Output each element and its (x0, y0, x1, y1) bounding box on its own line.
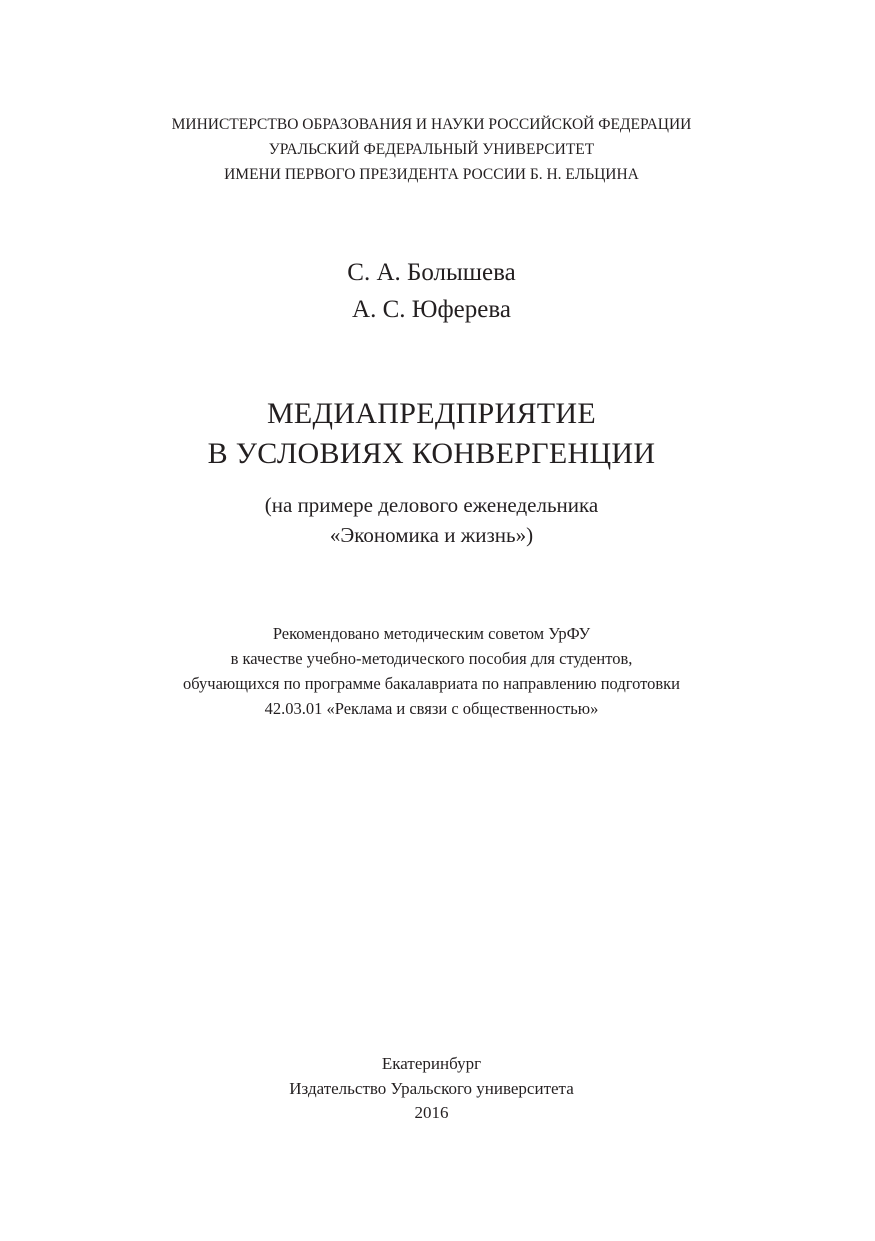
book-title (0, 394, 863, 474)
subtitle-line-2: «Экономика и жизнь») (329, 523, 534, 547)
university-name: УРАЛЬСКИЙ ФЕДЕРАЛЬНЫЙ УНИВЕРСИТЕТ (268, 141, 595, 158)
title-line-2: В УСЛОВИЯХ КОНВЕРГЕНЦИИ (207, 437, 656, 470)
organization-header (0, 112, 863, 187)
publication-imprint (0, 1052, 863, 1126)
imprint-year: 2016 (414, 1103, 449, 1122)
subtitle-line-1: (на примере делового еженедельника (264, 493, 599, 517)
title-line-1: МЕДИАПРЕДПРИЯТИЕ (266, 397, 597, 430)
author-second: А. С. Юферева (352, 296, 511, 323)
recommendation-line-4: 42.03.01 «Реклама и связи с общественностью» (264, 699, 599, 718)
university-dedication: ИМЕНИ ПЕРВОГО ПРЕЗИДЕНТА РОССИИ Б. Н. ЕЛЬЦИНА (224, 166, 639, 183)
recommendation-note (0, 621, 863, 721)
recommendation-line-2: в качестве учебно-методического пособия для студентов, (230, 649, 633, 668)
imprint-city: Екатеринбург (381, 1054, 482, 1073)
imprint-publisher: Издательство Уральского университета (289, 1078, 574, 1098)
author-first: С. А. Болышева (347, 259, 516, 286)
recommendation-line-3: обучающихся по программе бакалавриата по направлению подготовки (183, 674, 680, 693)
recommendation-line-1: Рекомендовано методическим советом УрФУ (272, 624, 591, 643)
ministry-name: МИНИСТЕРСТВО ОБРАЗОВАНИЯ И НАУКИ РОССИЙСКОЙ ФЕДЕРАЦИИ (171, 116, 692, 133)
authors (0, 254, 863, 328)
book-subtitle (0, 490, 863, 550)
